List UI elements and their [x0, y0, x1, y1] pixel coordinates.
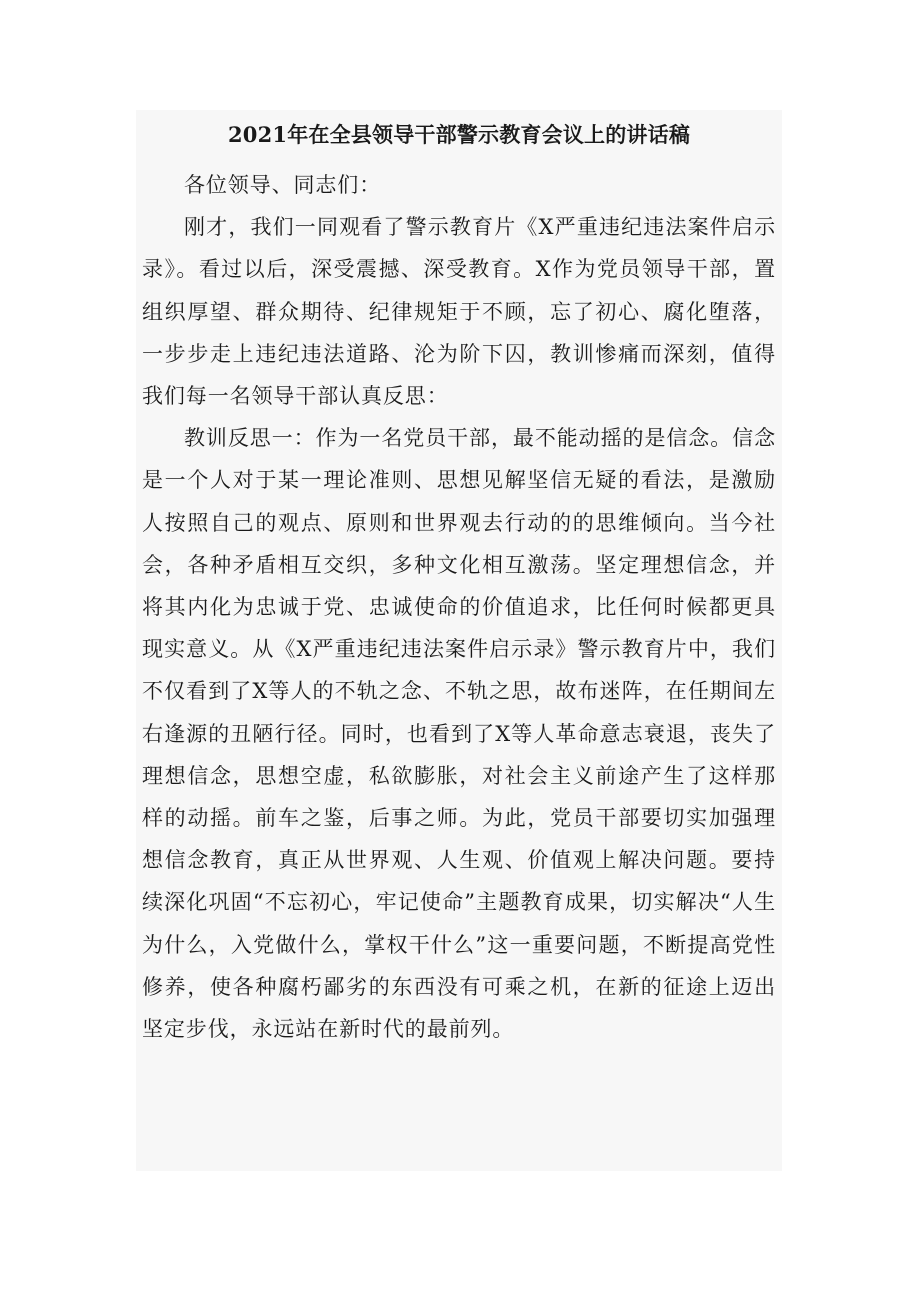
- document-page: [136, 110, 782, 1171]
- document-title: 2021年在全县领导干部警示教育会议上的讲话稿: [227, 122, 691, 147]
- intro-paragraph: 刚才，我们一同观看了警示教育片《X严重违纪违法案件启示录》。看过以后，深受震撼、深受教育。X作为党员领导干部，置组织厚望、群众期待、纪律规矩于不顾，忘了初心、腐化堕落，一步步走上违纪违法道路、沦为阶下囚，教训惨痛而深刻，值得我们每一名领导干部认真反思：: [142, 215, 776, 409]
- salutation-paragraph: 各位领导、同志们：: [184, 173, 382, 197]
- lesson-one-paragraph: 教训反思一：作为一名党员干部，最不能动摇的是信念。信念是一个人对于某一理论准则、思想见解坚信无疑的看法，是激励人按照自己的观点、原则和世界观去行动的的思维倾向。当今社会，各种矛盾相互交织，多种文化相互激荡。坚定理想信念，并将其内化为忠诚于党、忠诚使命的价值追求，比任何时候都更具现实意义。从《X严重违纪违法案件启示录》警示教育片中，我们不仅看到了X等人的不轨之念、不轨之思，故布迷阵，在任期间左右逢源的丑陋行径。同时，也看到了X等人革命意志衰退，丧失了理想信念，思想空虚，私欲膨胀，对社会主义前途产生了这样那样的动摇。前车之鉴，后事之师。为此，党员干部要切实加强理想信念教育，真正从世界观、人生观、价值观上解决问题。要持续深化巩固“不忘初心，牢记使命”主题教育成果，切实解决“人生为什么，入党做什么，掌权干什么”这一重要问题，不断提高党性修养，使各种腐朽鄙劣的东西没有可乘之机，在新的征途上迈出坚定步伐，永远站在新时代的最前列。: [142, 426, 776, 1042]
